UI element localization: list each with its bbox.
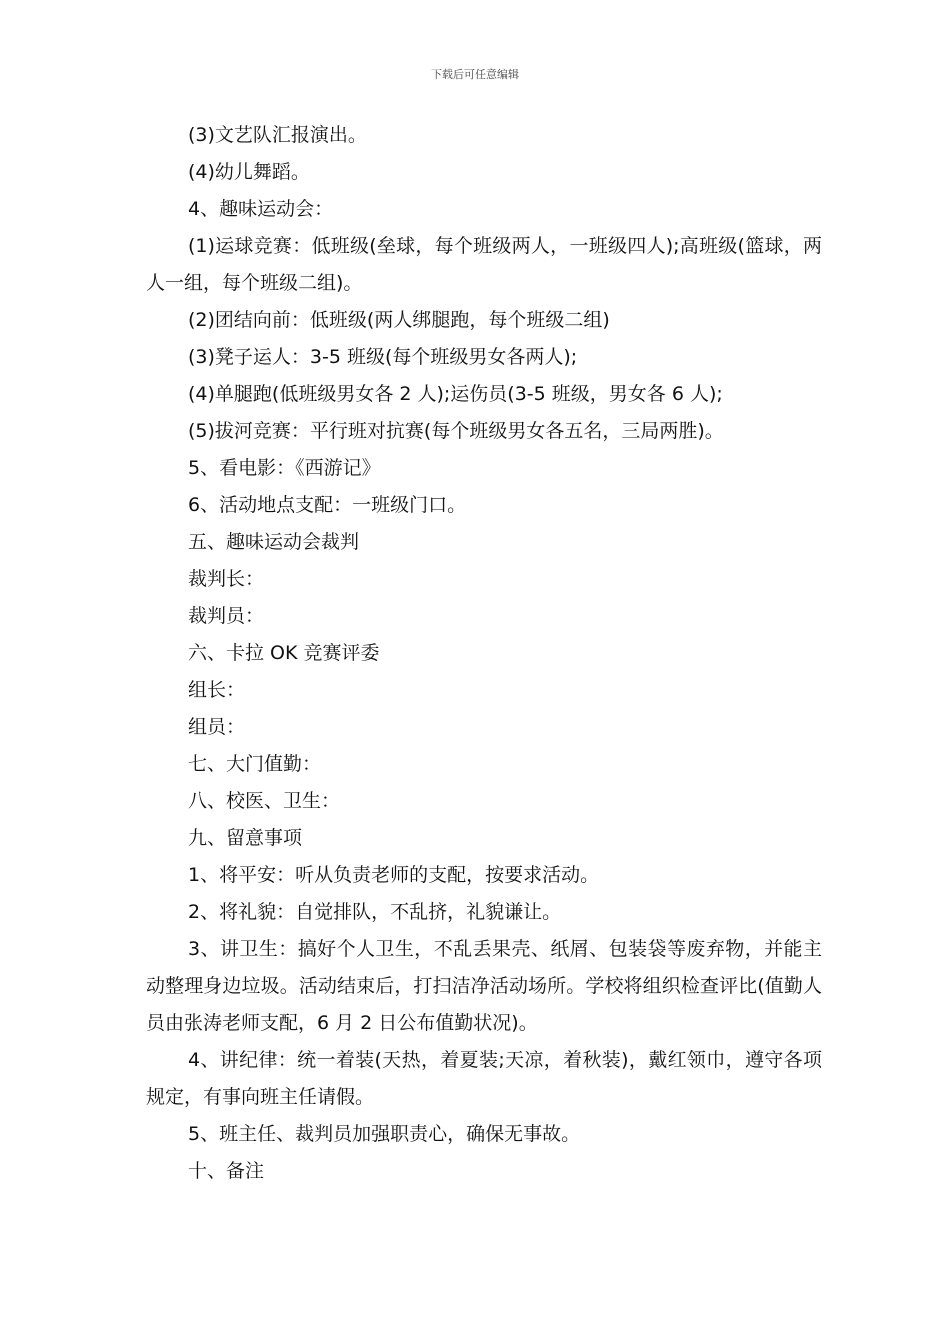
paragraph: 1、将平安：听从负责老师的支配，按要求活动。 (188, 864, 600, 886)
section-heading: 八、校医、卫生： (188, 790, 341, 812)
paragraph: 裁判员： (188, 605, 265, 627)
paragraph: (4)幼儿舞蹈。 (188, 161, 310, 183)
paragraph: (3)文艺队汇报演出。 (188, 124, 367, 146)
paragraph: 6、活动地点支配：一班级门口。 (188, 494, 467, 516)
section-heading: 七、大门值勤： (188, 753, 322, 775)
paragraph: 4、趣味运动会： (188, 198, 334, 220)
paragraph: (1)运球竞赛：低班级(垒球，每个班级两人，一班级四人);高班级(篮球，两人一组，每个班级二组)。 (146, 235, 822, 294)
section-heading: 五、趣味运动会裁判 (188, 531, 360, 553)
paragraph: 4、讲纪律：统一着装(天热，着夏装;天凉，着秋装)，戴红领巾，遵守各项规定，有事向班主任请假。 (146, 1049, 822, 1108)
paragraph: (2)团结向前：低班级(两人绑腿跑，每个班级二组) (188, 309, 610, 331)
section-heading: 十、备注 (188, 1160, 265, 1182)
paragraph: (5)拔河竞赛：平行班对抗赛(每个班级男女各五名，三局两胜)。 (188, 420, 724, 442)
paragraph: (4)单腿跑(低班级男女各 2 人);运伤员(3-5 班级，男女各 6 人); (188, 383, 723, 405)
paragraph: 组长： (188, 679, 246, 701)
paragraph: 2、将礼貌：自觉排队，不乱挤，礼貌谦让。 (188, 901, 562, 923)
paragraph: 5、班主任、裁判员加强职责心，确保无事故。 (188, 1123, 581, 1145)
paragraph: 5、看电影：《西游记》 (188, 457, 381, 479)
page-header: 下载后可任意编辑 (431, 68, 519, 81)
paragraph: 3、讲卫生：搞好个人卫生，不乱丢果壳、纸屑、包装袋等废弃物，并能主动整理身边垃圾。活动结束后，打扫洁净活动场所。学校将组织检查评比(值勤人员由张涛老师支配，6 月 2 日公布值勤状况)。 (146, 938, 822, 1034)
paragraph: (3)凳子运人：3-5 班级(每个班级男女各两人); (188, 346, 578, 368)
paragraph: 裁判长： (188, 568, 265, 590)
paragraph: 组员： (188, 716, 246, 738)
section-heading: 九、留意事项 (188, 827, 303, 849)
document-body (146, 117, 822, 1190)
section-heading: 六、卡拉 OK 竞赛评委 (188, 642, 380, 664)
